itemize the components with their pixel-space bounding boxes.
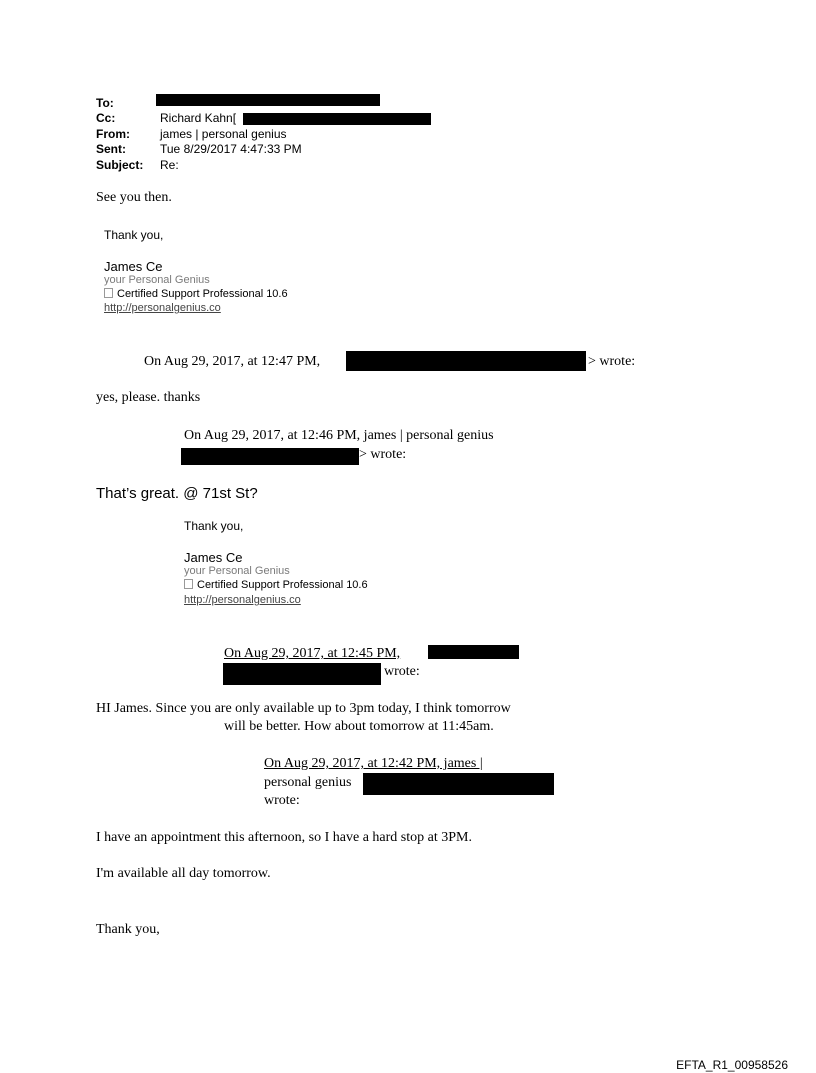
quote-body: yes, please. thanks [96,390,201,405]
cc-label: Cc: [96,111,116,125]
quote-body-line: HI James. Since you are only available up to 3pm today, I think tomorrow [96,701,511,716]
to-label: To: [96,96,114,110]
closing-text: Thank you, [96,922,160,937]
quote-wrote: wrote: [384,664,420,679]
quote-header: On Aug 29, 2017, at 12:45 PM, [224,646,401,661]
quote-body-line: I'm available all day tomorrow. [96,866,271,881]
signature-cert [104,288,288,300]
quote-wrote: wrote: [264,793,300,808]
quote-body-line: will be better. How about tomorrow at 11:45am. [224,719,494,734]
quote-wrote-text: wrote: [370,447,407,462]
redaction-sender [428,645,519,659]
cc-value: Richard Kahn[ [160,111,237,125]
message-body: See you then. [96,190,172,205]
redaction-to [156,94,380,106]
signature-cert [184,579,368,591]
quote-header: On Aug 29, 2017, at 12:47 PM, [144,354,321,369]
redaction-sender-email [223,663,381,685]
signature-title: your Personal Genius [184,565,290,577]
signature-link[interactable]: http://personalgenius.co [104,302,221,314]
signature-name: James Ce [104,259,163,274]
signature-title: your Personal Genius [104,274,210,286]
quote-wrote: > wrote: [359,447,407,462]
signature-name: James Ce [184,550,243,565]
apple-logo-icon [104,288,113,298]
quote-header-line2: personal genius [264,775,352,790]
sent-label: Sent: [96,142,126,156]
quote-header: On Aug 29, 2017, at 12:46 PM, james | personal genius [184,428,494,443]
redaction-sender [181,448,359,465]
signature-thanks: Thank you, [104,228,164,242]
document-id: EFTA_R1_00958526 [676,1058,788,1072]
from-value: james | personal genius [160,127,287,141]
subject-value: Re: [160,158,179,172]
redaction-sender [346,351,586,371]
sent-value: Tue 8/29/2017 4:47:33 PM [160,142,302,156]
quote-body-line: I have an appointment this afternoon, so I have a hard stop at 3PM. [96,830,472,845]
apple-logo-icon [184,579,193,589]
redaction-sender-email [363,773,554,795]
from-label: From: [96,127,130,141]
quote-wrote-text: wrote: [599,354,636,369]
quote-header: On Aug 29, 2017, at 12:42 PM, james | [264,756,483,771]
signature-link[interactable]: http://personalgenius.co [184,594,301,606]
quote-wrote: > wrote: [588,354,636,369]
signature-thanks: Thank you, [184,519,244,533]
redaction-cc [243,113,431,125]
signature-cert-text: Certified Support Professional 10.6 [197,579,368,591]
quote-body: That’s great. @ 71st St? [96,485,258,502]
signature-cert-text: Certified Support Professional 10.6 [117,288,288,300]
subject-label: Subject: [96,158,144,172]
